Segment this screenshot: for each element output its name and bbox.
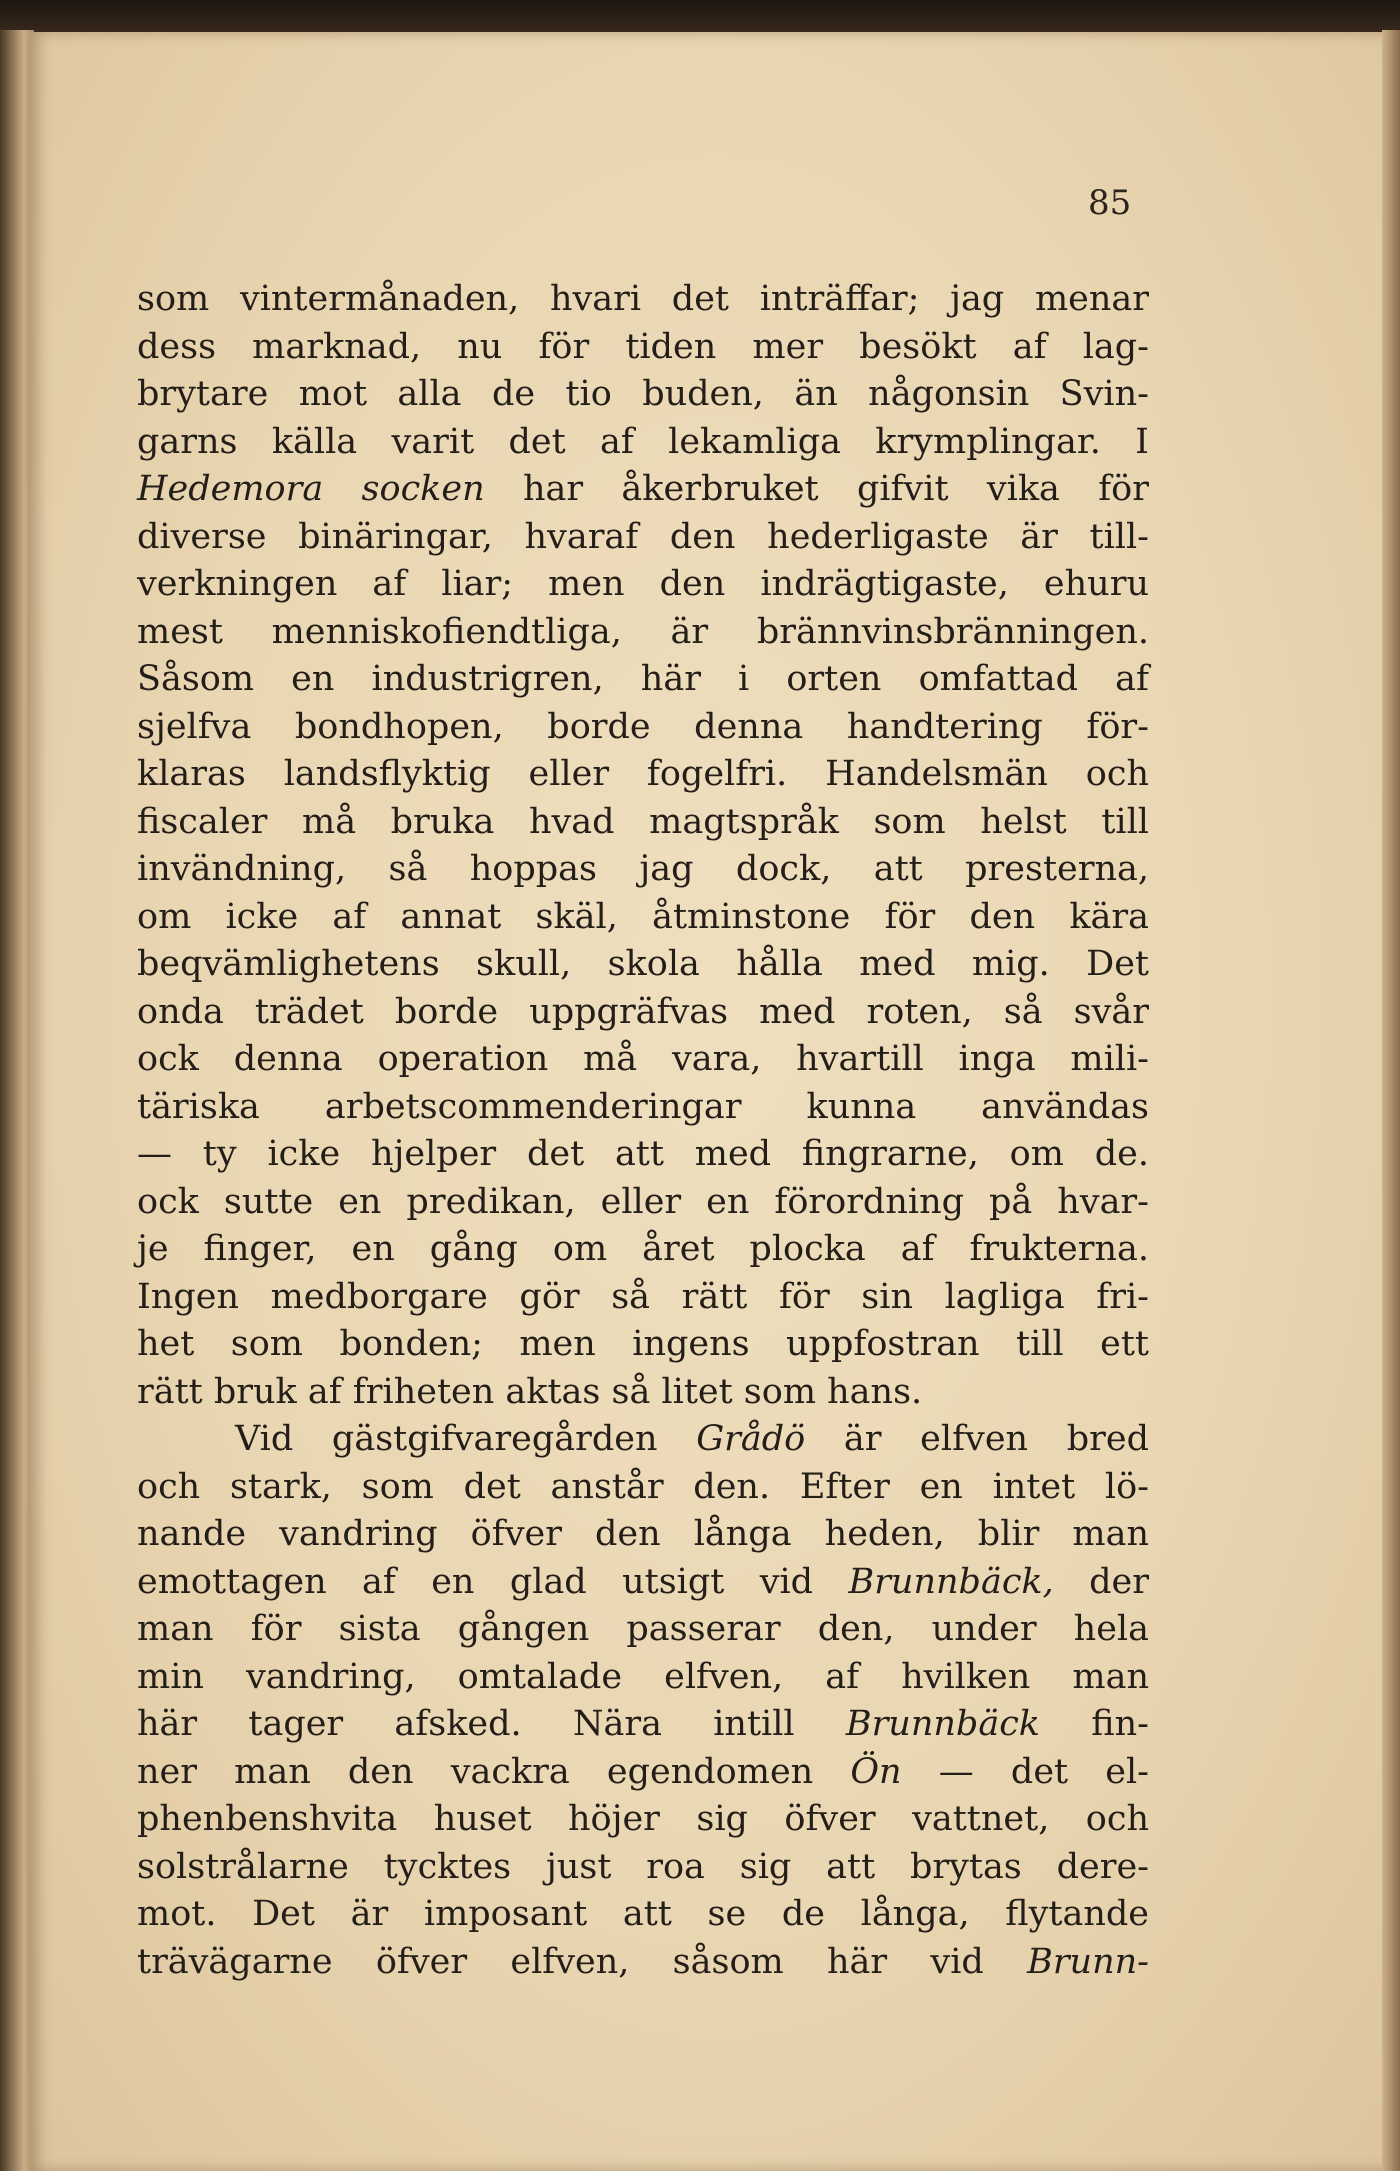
italic-place-name: Ön xyxy=(850,1751,902,1792)
text-line xyxy=(137,989,1149,1037)
text-run: mest menniskofiendtliga, är brännvinsbränningen. xyxy=(137,611,1149,652)
text-run: nande vandring öfver den långa heden, blir man xyxy=(137,1514,1149,1554)
text-run: fin- xyxy=(1040,1704,1149,1744)
text-line xyxy=(137,941,1149,989)
text-run: har åkerbruket gifvit vika för xyxy=(484,469,1149,509)
text-line xyxy=(137,514,1149,562)
text-line xyxy=(137,1939,1149,1987)
book-fore-edge xyxy=(1382,30,1400,2171)
text-line xyxy=(137,324,1149,372)
text-line xyxy=(137,276,1149,324)
text-run: der xyxy=(1053,1561,1149,1602)
text-line xyxy=(137,1511,1149,1559)
text-line xyxy=(137,751,1149,799)
text-line xyxy=(137,1464,1149,1512)
text-line xyxy=(137,799,1149,847)
italic-place-name: Brunnbäck, xyxy=(848,1561,1054,1602)
text-run: solstrålarne tycktes just roa sig att brytas dere- xyxy=(137,1846,1149,1887)
text-line xyxy=(137,656,1149,704)
text-run: emottagen af en glad utsigt vid xyxy=(137,1561,849,1602)
text-line xyxy=(137,1416,1149,1464)
italic-place-name: Grådö xyxy=(696,1419,806,1459)
text-run: ock sutte en predikan, eller en förordning på hvar- xyxy=(137,1181,1149,1222)
text-line xyxy=(137,1226,1149,1274)
text-run: trävägarne öfver elfven, såsom här vid xyxy=(137,1941,1028,1982)
text-line xyxy=(137,1749,1149,1797)
body-text xyxy=(137,276,1149,1986)
text-run: här tager afsked. Nära intill xyxy=(137,1704,846,1744)
text-run: Såsom en industrigren, här i orten omfattad af xyxy=(137,659,1149,699)
text-run: sjelfva bondhopen, borde denna handtering för- xyxy=(137,706,1149,747)
text-run: onda trädet borde uppgräfvas med roten, så svår xyxy=(137,991,1149,1032)
text-run: dess marknad, nu för tiden mer besökt af lag- xyxy=(137,326,1149,367)
text-line xyxy=(137,704,1149,752)
text-run: brytare mot alla de tio buden, än någonsin Svin- xyxy=(137,374,1149,414)
text-run: klaras landsflyktig eller fogelfri. Handelsmän och xyxy=(137,754,1149,794)
text-line xyxy=(137,1654,1149,1702)
text-run: om icke af annat skäl, åtminstone för den kära xyxy=(137,896,1149,937)
text-run: fiscaler må bruka hvad magtspråk som helst till xyxy=(137,801,1149,842)
text-line xyxy=(137,1606,1149,1654)
text-run: Vid gästgifvaregården xyxy=(235,1419,697,1459)
text-run: rätt bruk af friheten aktas så litet som hans. xyxy=(137,1371,923,1412)
text-run: je finger, en gång om året plocka af frukterna. xyxy=(137,1229,1149,1269)
text-run: täriska arbetscommenderingar kunna användas xyxy=(137,1086,1149,1127)
italic-place-name: Hedemora socken xyxy=(137,469,485,509)
text-line xyxy=(137,561,1149,609)
text-line xyxy=(137,1036,1149,1084)
italic-place-name: Brunn- xyxy=(1027,1941,1149,1982)
text-line xyxy=(137,1844,1149,1892)
text-run: beqvämlighetens skull, skola hålla med mig. Det xyxy=(137,944,1149,984)
text-run: garns källa varit det af lekamliga krymplingar. I xyxy=(137,421,1149,462)
text-line xyxy=(137,419,1149,467)
text-line xyxy=(137,1891,1149,1939)
text-run: min vandring, omtalade elfven, af hvilken man xyxy=(137,1656,1149,1697)
text-line xyxy=(137,1131,1149,1179)
text-run: mot. Det är imposant att se de långa, flytande xyxy=(137,1894,1149,1934)
text-run: — ty icke hjelper det att med fingrarne, om de. xyxy=(137,1134,1149,1174)
text-run: diverse binäringar, hvaraf den hederligaste är till- xyxy=(137,516,1149,557)
text-line xyxy=(137,1369,1149,1417)
text-line xyxy=(137,1179,1149,1227)
italic-place-name: Brunnbäck xyxy=(845,1704,1041,1744)
page-number: 85 xyxy=(1088,183,1132,223)
text-run: verkningen af liar; men den indrägtigaste, ehuru xyxy=(137,564,1149,604)
text-line xyxy=(137,1701,1149,1749)
text-line xyxy=(137,371,1149,419)
text-run: phenbenshvita huset höjer sig öfver vattnet, och xyxy=(137,1799,1149,1839)
text-line xyxy=(137,1274,1149,1322)
text-run: man för sista gången passerar den, under hela xyxy=(137,1609,1149,1649)
text-line xyxy=(137,1559,1149,1607)
text-run: het som bonden; men ingens uppfostran till ett xyxy=(137,1324,1149,1364)
text-run: ock denna operation må vara, hvartill inga mili- xyxy=(137,1039,1149,1079)
text-line xyxy=(137,1796,1149,1844)
text-run: Ingen medborgare gör så rätt för sin lagliga fri- xyxy=(137,1276,1149,1317)
text-line xyxy=(137,609,1149,657)
text-line xyxy=(137,1321,1149,1369)
text-run: ner man den vackra egendomen xyxy=(137,1751,851,1792)
book-spine-edge xyxy=(0,30,34,2171)
text-run: som vintermånaden, hvari det inträffar; jag menar xyxy=(137,279,1149,319)
text-run: är elfven bred xyxy=(805,1419,1149,1459)
text-line xyxy=(137,894,1149,942)
text-run: — det el- xyxy=(901,1751,1149,1792)
text-run: invändning, så hoppas jag dock, att presterna, xyxy=(137,849,1149,889)
text-line xyxy=(137,466,1149,514)
text-line xyxy=(137,846,1149,894)
text-line xyxy=(137,1084,1149,1132)
text-run: och stark, som det anstår den. Efter en intet lö- xyxy=(137,1466,1149,1507)
